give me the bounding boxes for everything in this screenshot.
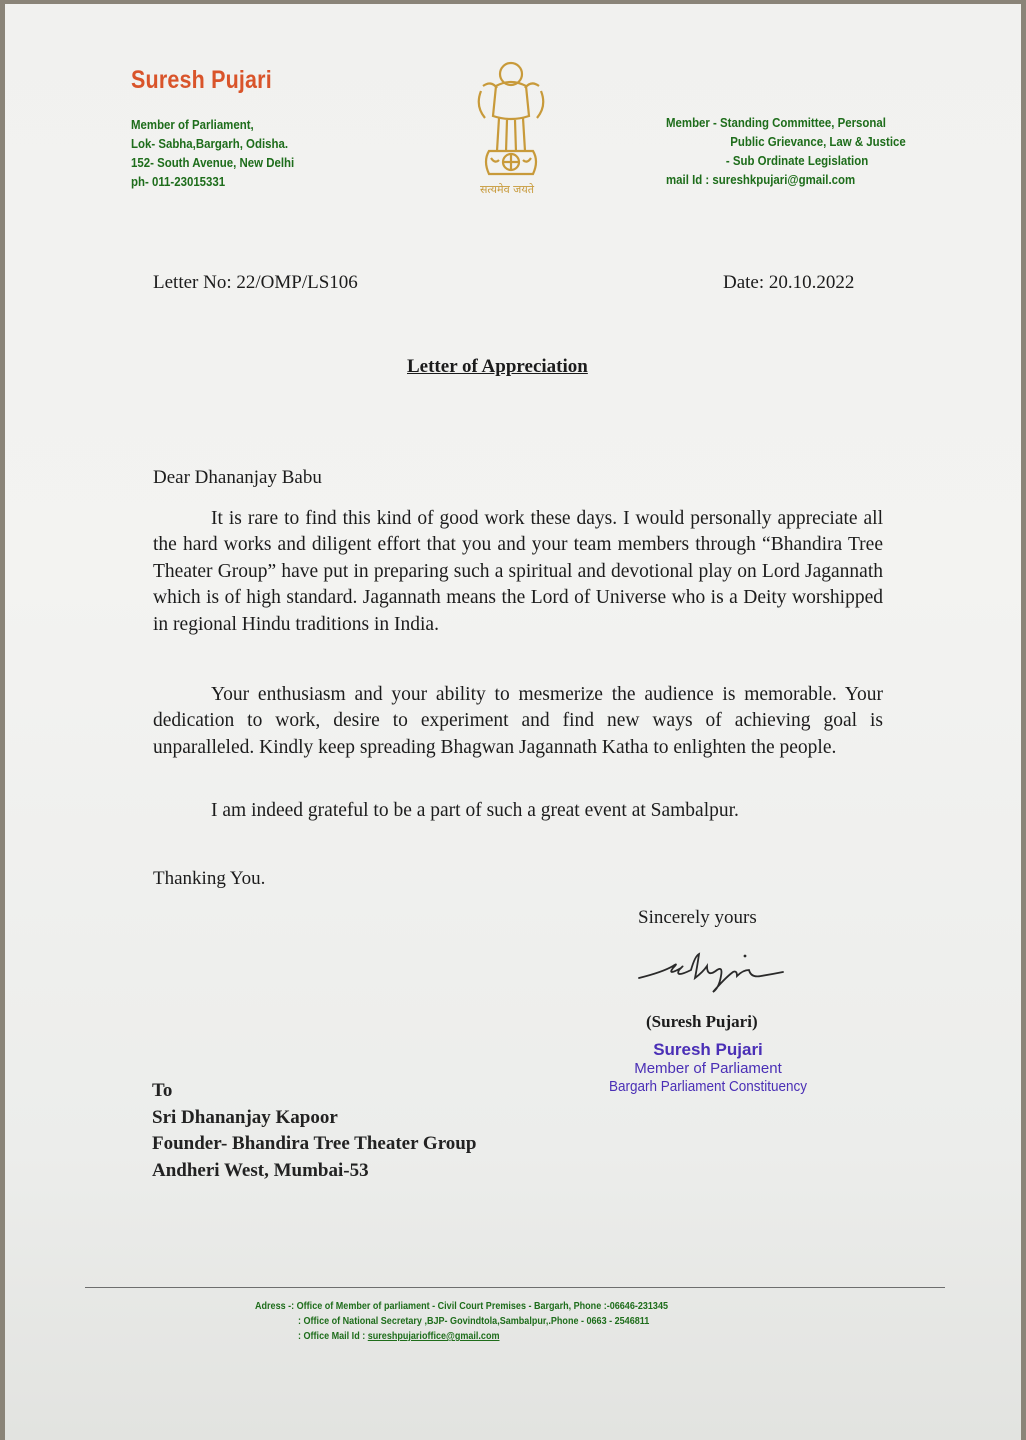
signer-name: (Suresh Pujari): [646, 1012, 758, 1031]
footer-mail-link[interactable]: sureshpujarioffice@gmail.com: [367, 1330, 500, 1342]
committee-line-1: Member - Standing Committee, Personal: [666, 115, 886, 130]
recipient-to: To: [152, 1080, 173, 1101]
official-stamp: [583, 1039, 833, 1096]
letter-number: Letter No: 22/OMP/LS106: [153, 272, 358, 293]
closing-line: Thanking You.: [153, 868, 266, 889]
footer-line-1: Adress -: Office of Member of parliament - Civil Court Premises - Bargarh, Phone :-06646-231345: [255, 1300, 669, 1312]
body-paragraph-1: It is rare to find this kind of good work these days. I would personally appreciate all the hard works and diligent effort that you and your team members through “Bhandira Tree Theater Group” have put in preparing such a spiritual and devotional play on Lord Jagannath which is of high standard. Jagannath means the Lord of Universe who is a Deity worshipped in regional Hindu traditions in India.: [153, 508, 883, 635]
body-paragraph-2: Your enthusiasm and your ability to mesmerize the audience is memorable. Your dedication to work, desire to experiment and find new ways of achieving goal is unparalleled. Kindly keep spreading Bhagwan Jagannath Katha to enlighten the people.: [153, 684, 883, 758]
letterhead-left-details: [131, 115, 294, 191]
footer-line-3: [255, 1329, 668, 1344]
footer-divider: [85, 1287, 945, 1288]
stamp-name: Suresh Pujari: [653, 1040, 763, 1059]
recipient-title: Founder- Bhandira Tree Theater Group: [152, 1133, 477, 1154]
letterhead-phone: ph- 011-23015331: [131, 174, 226, 189]
committee-line-3: - Sub Ordinate Legislation: [725, 153, 869, 168]
recipient-block: [152, 1078, 476, 1184]
stamp-constituency: Bargarh Parliament Constituency: [608, 1078, 808, 1095]
salutation: Dear Dhananjay Babu: [153, 467, 322, 488]
letterhead-right-details: [666, 113, 906, 189]
stamp-designation: Member of Parliament: [634, 1060, 782, 1077]
letterhead-constituency: Lok- Sabha,Bargarh, Odisha.: [131, 136, 289, 151]
letterhead-email: mail Id : sureshkpujari@gmail.com: [666, 172, 856, 187]
footer-mail-label: : Office Mail Id :: [298, 1330, 368, 1342]
letter-subject: Letter of Appreciation: [407, 356, 588, 377]
letterhead-address: 152- South Avenue, New Delhi: [131, 155, 295, 170]
signature-icon: [633, 948, 813, 996]
footer-address: [255, 1299, 668, 1344]
letter-date: Date: 20.10.2022: [723, 272, 855, 293]
committee-line-2: Public Grievance, Law & Justice: [730, 134, 906, 149]
sign-off: Sincerely yours: [638, 907, 757, 928]
letter-sheet: [5, 4, 1021, 1440]
footer-line-2: : Office of National Secretary ,BJP- Govindtola,Sambalpur,.Phone - 0663 - 2546811: [298, 1315, 650, 1327]
national-emblem-icon: [461, 56, 561, 201]
letterhead-name: Suresh Pujari: [131, 66, 272, 94]
body-paragraph-3: I am indeed grateful to be a part of such a great event at Sambalpur.: [211, 800, 739, 821]
recipient-address: Andheri West, Mumbai-53: [152, 1159, 369, 1181]
letterhead-designation: Member of Parliament,: [131, 117, 254, 132]
emblem-motto: सत्यमेव जयते: [479, 183, 534, 196]
recipient-name: Sri Dhananjay Kapoor: [152, 1106, 338, 1128]
